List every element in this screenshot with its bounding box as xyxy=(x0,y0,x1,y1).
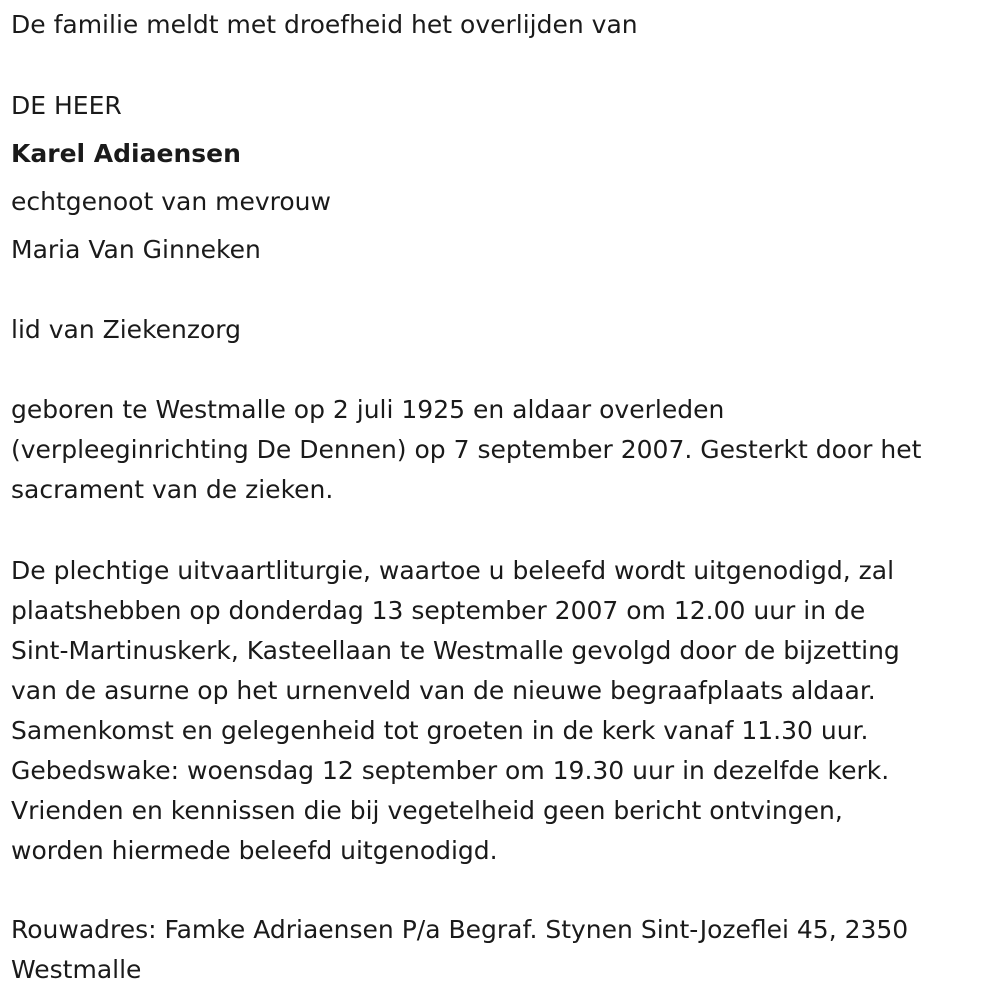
spouse-label: echtgenoot van mevrouw xyxy=(11,187,331,216)
address-line: Rouwadres: Famke Adriaensen P/a Begraf. Stynen Sint-Jozeflei 45, 2350 xyxy=(11,915,909,944)
honorific-title: DE HEER xyxy=(11,91,122,120)
birth-death-line: geboren te Westmalle op 2 juli 1925 en aldaar overleden xyxy=(11,395,725,424)
birth-death-line: sacrament van de zieken. xyxy=(11,475,334,504)
intro-text: De familie meldt met droefheid het overlijden van xyxy=(11,10,638,39)
deceased-name: Karel Adiaensen xyxy=(11,139,241,168)
birth-death-line: (verpleeginrichting De Dennen) op 7 september 2007. Gesterkt door het xyxy=(11,435,922,464)
funeral-line: De plechtige uitvaartliturgie, waartoe u beleefd wordt uitgenodigd, zal xyxy=(11,556,895,585)
spouse-name: Maria Van Ginneken xyxy=(11,235,261,264)
funeral-line: Sint-Martinuskerk, Kasteellaan te Westmalle gevolgd door de bijzetting xyxy=(11,636,900,665)
funeral-line: plaatshebben op donderdag 13 september 2007 om 12.00 uur in de xyxy=(11,596,866,625)
funeral-line: worden hiermede beleefd uitgenodigd. xyxy=(11,836,498,865)
funeral-line: van de asurne op het urnenveld van de nieuwe begraafplaats aldaar. xyxy=(11,676,876,705)
funeral-line: Gebedswake: woensdag 12 september om 19.30 uur in dezelfde kerk. xyxy=(11,756,890,785)
membership-text: lid van Ziekenzorg xyxy=(11,315,242,344)
address-line: Westmalle xyxy=(11,955,142,984)
funeral-line: Vrienden en kennissen die bij vegetelheid geen bericht ontvingen, xyxy=(11,796,843,825)
funeral-line: Samenkomst en gelegenheid tot groeten in de kerk vanaf 11.30 uur. xyxy=(11,716,869,745)
